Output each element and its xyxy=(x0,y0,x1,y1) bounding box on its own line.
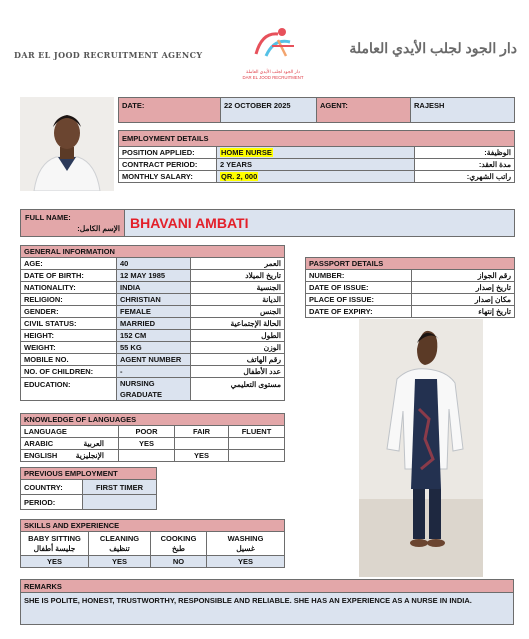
salary-value: QR. 2, 000 xyxy=(221,172,258,181)
lang-arabic-poor: YES xyxy=(119,438,175,450)
passport-label: DATE OF ISSUE: xyxy=(309,283,369,292)
lang-header-fluent: FLUENT xyxy=(229,426,285,438)
full-name-label-ar: الإسم الكامل: xyxy=(77,224,120,233)
general-label-ar: الحالة الإجتماعية xyxy=(191,318,285,330)
general-label: NATIONALITY: xyxy=(21,282,117,294)
passport-label-ar: مكان إصدار xyxy=(474,295,511,304)
general-label: HEIGHT: xyxy=(21,330,117,342)
lang-arabic-ar: العربية xyxy=(83,439,104,448)
general-value: CHRISTIAN xyxy=(117,294,191,306)
general-label-ar: الديانة xyxy=(191,294,285,306)
general-label-ar: عدد الأطفال xyxy=(191,366,285,378)
general-label-ar: رقم الهاتف xyxy=(191,354,285,366)
general-value: INDIA xyxy=(117,282,191,294)
date-label: DATE: xyxy=(119,98,221,123)
skill-cleaning-value: YES xyxy=(89,556,151,568)
passport-row xyxy=(306,306,515,318)
lang-header-poor: POOR xyxy=(119,426,175,438)
lang-arabic-fair xyxy=(175,438,229,450)
education-label-ar: مستوى التعليمي xyxy=(191,378,285,401)
period-value xyxy=(83,495,157,510)
education-label: EDUCATION: xyxy=(21,378,117,401)
passport-row xyxy=(306,282,515,294)
logo-text-ar: دار الجود لجلب الأيدي العاملة xyxy=(246,69,300,74)
position-label: POSITION APPLIED: xyxy=(119,147,217,159)
passport-row xyxy=(306,270,515,282)
languages-section-title: KNOWLEDGE OF LANGUAGES xyxy=(21,414,285,426)
passport-table xyxy=(305,257,515,318)
agency-name-ar: دار الجود لجلب الأيدي العاملة xyxy=(349,40,517,56)
general-row xyxy=(21,366,285,378)
remarks-text: SHE IS POLITE, HONEST, TRUSTWORTHY, RESPONSIBLE AND RELIABLE. SHE HAS AN EXPERIENCE AS A NURSE IN INDIA. xyxy=(21,593,514,625)
general-value: 55 KG xyxy=(117,342,191,354)
passport-value-cell xyxy=(412,282,515,294)
lang-arabic-en: ARABIC xyxy=(24,439,54,448)
salary-label: MONTHLY SALARY: xyxy=(119,171,217,183)
passport-label-ar: تاريخ إصدار xyxy=(475,283,511,292)
lang-english-poor xyxy=(119,450,175,462)
languages-table xyxy=(20,413,285,462)
general-value: AGENT NUMBER xyxy=(117,354,191,366)
passport-label-ar: رقم الجواز xyxy=(477,271,511,280)
logo-text-en: DAR EL JOOD RECRUITMENT xyxy=(242,75,304,80)
general-section-title: GENERAL INFORMATION xyxy=(21,246,285,258)
employment-table xyxy=(118,130,515,183)
general-label: CIVIL STATUS: xyxy=(21,318,117,330)
skill-babysitting-ar: جليسة أطفال xyxy=(33,543,76,553)
general-label-ar: تاريخ الميلاد xyxy=(191,270,285,282)
general-label-ar: الطول xyxy=(191,330,285,342)
lang-english-fair: YES xyxy=(175,450,229,462)
agency-name-en: DAR EL JOOD RECRUITMENT AGENCY xyxy=(14,50,203,60)
general-label: MOBILE NO. xyxy=(21,354,117,366)
contract-value: 2 YEARS xyxy=(217,159,415,171)
education-value-line2: GRADUATE xyxy=(120,390,162,399)
general-label-ar: الجنس xyxy=(191,306,285,318)
general-row xyxy=(21,342,285,354)
remarks-table xyxy=(20,579,514,625)
general-label-ar: العمر xyxy=(191,258,285,270)
skill-cooking-en: COOKING xyxy=(160,533,197,543)
passport-label: PLACE OF ISSUE: xyxy=(309,295,375,304)
general-value: 40 xyxy=(117,258,191,270)
skill-babysitting-value: YES xyxy=(21,556,89,568)
employment-section-title: EMPLOYMENT DETAILS xyxy=(119,131,515,147)
agency-logo xyxy=(238,24,308,84)
lang-english-fluent xyxy=(229,450,285,462)
skill-cooking-ar: طبخ xyxy=(171,543,186,553)
previous-employment-table xyxy=(20,467,157,510)
agent-label: AGENT: xyxy=(317,98,411,123)
applicant-portrait-photo xyxy=(20,97,114,191)
general-row xyxy=(21,306,285,318)
general-value: 152 CM xyxy=(117,330,191,342)
general-info-table xyxy=(20,245,285,401)
position-value: HOME NURSE xyxy=(221,148,272,157)
general-label-ar: الوزن xyxy=(191,342,285,354)
general-row xyxy=(21,330,285,342)
full-name-label: FULL NAME: xyxy=(25,213,71,222)
lang-english-ar: الإنجليزية xyxy=(75,451,104,460)
general-label: DATE OF BIRTH: xyxy=(21,270,117,282)
general-label: RELIGION: xyxy=(21,294,117,306)
date-value: 22 OCTOBER 2025 xyxy=(221,98,317,123)
top-table xyxy=(118,97,515,123)
country-value: FIRST TIMER xyxy=(83,480,157,495)
skill-babysitting-en: BABY SITTING xyxy=(28,533,81,543)
general-row xyxy=(21,270,285,282)
general-value: - xyxy=(117,366,191,378)
salary-label-ar: راتب الشهري: xyxy=(415,171,515,183)
skill-washing-ar: غسيل xyxy=(236,543,255,553)
general-label-ar: الجنسية xyxy=(191,282,285,294)
general-label: GENDER: xyxy=(21,306,117,318)
skills-section-title: SKILLS AND EXPERIENCE xyxy=(21,520,285,532)
previous-section-title: PREVIOUS EMPLOYMENT xyxy=(21,468,157,480)
general-label: AGE: xyxy=(21,258,117,270)
full-name-value: BHAVANI AMBATI xyxy=(125,210,515,237)
country-label: COUNTRY: xyxy=(21,480,83,495)
skills-table xyxy=(20,519,285,568)
applicant-full-body-photo xyxy=(359,319,483,577)
general-row xyxy=(21,258,285,270)
passport-row xyxy=(306,294,515,306)
skill-washing-en: WASHING xyxy=(227,533,264,543)
general-label: NO. OF CHILDREN: xyxy=(21,366,117,378)
position-label-ar: الوظيفة: xyxy=(415,147,515,159)
general-row xyxy=(21,318,285,330)
passport-label: NUMBER: xyxy=(309,271,345,280)
education-value-line1: NURSING xyxy=(120,379,155,388)
remarks-section-title: REMARKS xyxy=(21,580,514,593)
contract-label: CONTRACT PERIOD: xyxy=(119,159,217,171)
lang-english-en: ENGLISH xyxy=(24,451,58,460)
passport-value-cell xyxy=(412,306,515,318)
skill-cooking-value: NO xyxy=(151,556,207,568)
passport-section-title: PASSPORT DETAILS xyxy=(306,258,515,270)
contract-label-ar: مدة العقد: xyxy=(415,159,515,171)
general-row xyxy=(21,294,285,306)
general-label: WEIGHT: xyxy=(21,342,117,354)
general-row xyxy=(21,282,285,294)
passport-value-cell xyxy=(412,294,515,306)
period-label: PERIOD: xyxy=(21,495,83,510)
passport-label: DATE OF EXPIRY: xyxy=(309,307,373,316)
skill-washing-value: YES xyxy=(207,556,285,568)
logo-figure-icon xyxy=(238,24,308,64)
general-value: 12 MAY 1985 xyxy=(117,270,191,282)
lang-header-language: LANGUAGE xyxy=(21,426,119,438)
lang-header-fair: FAIR xyxy=(175,426,229,438)
passport-label-ar: تاريخ إنتهاء xyxy=(478,307,511,316)
skill-cleaning-ar: تنظيف xyxy=(109,543,130,553)
general-value: FEMALE xyxy=(117,306,191,318)
name-table xyxy=(20,209,515,237)
lang-arabic-fluent xyxy=(229,438,285,450)
agent-value: RAJESH xyxy=(411,98,515,123)
general-value: MARRIED xyxy=(117,318,191,330)
skill-cleaning-en: CLEANING xyxy=(99,533,140,543)
general-row xyxy=(21,354,285,366)
passport-value-cell xyxy=(412,270,515,282)
